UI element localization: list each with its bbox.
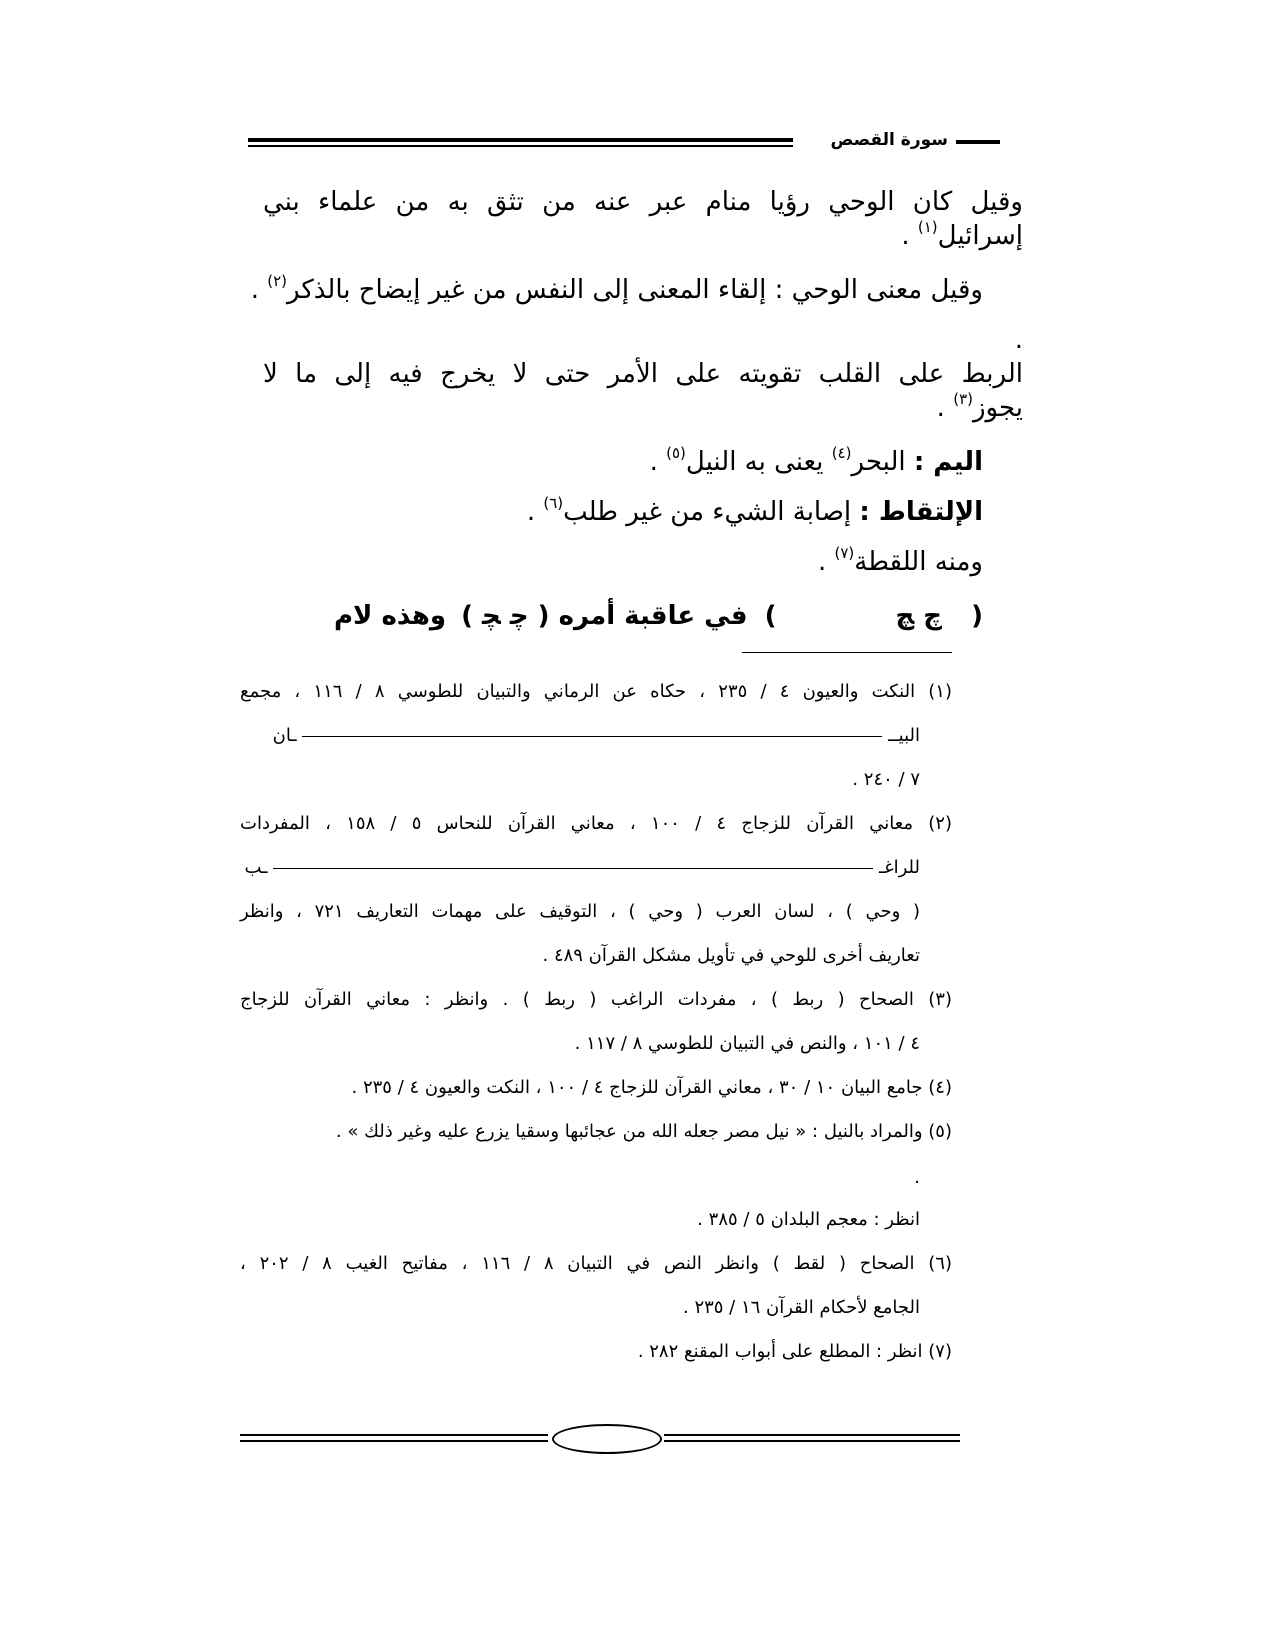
paren-close-2: ) xyxy=(461,601,473,631)
footer-rule-left-1 xyxy=(240,1434,548,1436)
paragraph-1-line-1: وقيل كان الوحي رؤيا منام عبر عنه من تثق به من علماء بني xyxy=(263,187,1023,217)
text-run: إصابة الشيء من غير طلب xyxy=(563,497,860,527)
text-run: وهذه لام xyxy=(334,601,447,631)
footnote-ref-6[interactable]: (٦) xyxy=(543,494,564,512)
paragraph-4 xyxy=(650,446,983,478)
footnote-ref-5[interactable]: (٥) xyxy=(666,444,686,462)
footnote-2-line-b xyxy=(240,856,920,880)
footnote-ref-1[interactable]: (١) xyxy=(917,218,938,236)
main-text xyxy=(250,186,1023,666)
text-run: ـان xyxy=(272,725,297,746)
kashida-fill xyxy=(302,736,882,737)
term-yam: اليم : xyxy=(913,447,983,477)
footnote-1-line-a: (١) النكت والعيون ٤ / ٢٣٥ ، حكاه عن الرماني والتبيان للطوسي ٨ / ١١٦ ، مجمع xyxy=(240,681,952,702)
footnote-ref-4[interactable]: (٤) xyxy=(831,444,852,462)
text-run: . xyxy=(817,547,835,577)
footnote-7: (٧) انظر : المطلع على أبواب المقنع ٢٨٢ . xyxy=(637,1341,952,1362)
kashida-fill xyxy=(273,868,873,869)
text-run: البيــ xyxy=(888,725,920,746)
text-run: ـب xyxy=(244,857,268,878)
paren-open: ( xyxy=(971,601,983,631)
footnote-1-line-b xyxy=(240,724,920,748)
footnote-2-line-d: تعاريف أخرى للوحي في تأويل مشكل القرآن ٤٨٩ . xyxy=(542,945,920,966)
header-rule-left-thick xyxy=(248,138,793,142)
paren-close: ) xyxy=(764,601,777,631)
quran-glyphs-1: ﭺ ﭻ xyxy=(895,601,943,631)
footnote-1-line-c: ٧ / ٢٤٠ . xyxy=(852,769,920,790)
paragraph-7 xyxy=(263,600,983,632)
header-rule-right xyxy=(956,140,1000,144)
footnote-2-line-c: ( وحي ) ، لسان العرب ( وحي ) ، التوقيف على مهمات التعاريف ٧٢١ ، وانظر xyxy=(240,901,921,922)
text-run: . xyxy=(526,497,544,527)
running-header xyxy=(248,128,1000,158)
text-run: ومنه اللقطة xyxy=(854,547,983,577)
footer-rule-right-2 xyxy=(664,1440,960,1442)
page-number-oval xyxy=(552,1424,662,1454)
footnote-ref-2[interactable]: (٢) xyxy=(267,272,288,290)
quran-glyphs-2: ﭼ ﭽ xyxy=(482,601,529,631)
footer-rule-right-1 xyxy=(664,1434,960,1436)
footer-rule-left-2 xyxy=(240,1440,548,1442)
text-run: في عاقبة أمره xyxy=(558,601,748,631)
text-run: . xyxy=(649,447,667,477)
text-run: البحر xyxy=(851,447,914,477)
header-rule-left-thin xyxy=(248,145,793,147)
stray-dot: . xyxy=(1014,325,1023,355)
text-run: يجوز xyxy=(972,393,1023,423)
footnote-3-line-a: (٣) الصحاح ( ربط ) ، مفردات الراغب ( ربط ) . وانظر : معاني القرآن للزجاج xyxy=(240,989,952,1010)
text-run: . xyxy=(901,221,918,251)
text-run: للراغـ xyxy=(878,857,920,878)
footnote-6-line-b: الجامع لأحكام القرآن ١٦ / ٢٣٥ . xyxy=(682,1297,920,1318)
term-iltiqat: الإلتقاط : xyxy=(859,497,983,527)
footnote-6-line-a: (٦) الصحاح ( لقط ) وانظر النص في التبيان ٨ / ١١٦ ، مفاتيح الغيب ٨ / ٢٠٢ ، xyxy=(240,1253,953,1274)
footnote-2-line-a: (٢) معاني القرآن للزجاج ٤ / ١٠٠ ، معاني القرآن للنحاس ٥ / ١٥٨ ، المفردات xyxy=(240,813,952,834)
paragraph-3-line-1: الربط على القلب تقويته على الأمر حتى لا يخرج فيه إلى ما لا xyxy=(263,359,1023,389)
paragraph-3-line-2 xyxy=(937,392,1023,424)
text-run: يعنى به النيل xyxy=(685,447,832,477)
footnote-5-line-a: (٥) والمراد بالنيل : « نيل مصر جعله الله من عجائبها وسقيا يزرع عليه وغير ذلك » . xyxy=(335,1121,952,1142)
paragraph-1-line-2 xyxy=(901,220,1023,252)
footnote-separator xyxy=(742,652,952,653)
paragraph-6 xyxy=(818,546,983,578)
footnote-ref-3[interactable]: (٣) xyxy=(953,390,973,408)
footnote-5-line-b: انظر : معجم البلدان ٥ / ٣٨٥ . xyxy=(697,1209,920,1230)
footnote-3-line-b: ٤ / ١٠١ ، والنص في التبيان للطوسي ٨ / ١١٧ . xyxy=(574,1033,920,1054)
paragraph-2 xyxy=(251,274,983,306)
footnote-4: (٤) جامع البيان ١٠ / ٣٠ ، معاني القرآن للزجاج ٤ / ١٠٠ ، النكت والعيون ٤ / ٢٣٥ . xyxy=(351,1077,952,1098)
footnote-ref-7[interactable]: (٧) xyxy=(834,544,855,562)
text-run: . xyxy=(250,275,268,305)
text-run: وقيل معنى الوحي : إلقاء المعنى إلى النفس من غير إيضاح بالذكر xyxy=(287,275,983,305)
text-run: . xyxy=(936,393,954,423)
text-run: إسرائيل xyxy=(937,221,1023,251)
surah-title: سورة القصص xyxy=(830,130,948,150)
footnote-5-dot: . xyxy=(914,1167,920,1188)
paren-open-2: ( xyxy=(537,601,550,631)
paragraph-5 xyxy=(527,496,983,528)
